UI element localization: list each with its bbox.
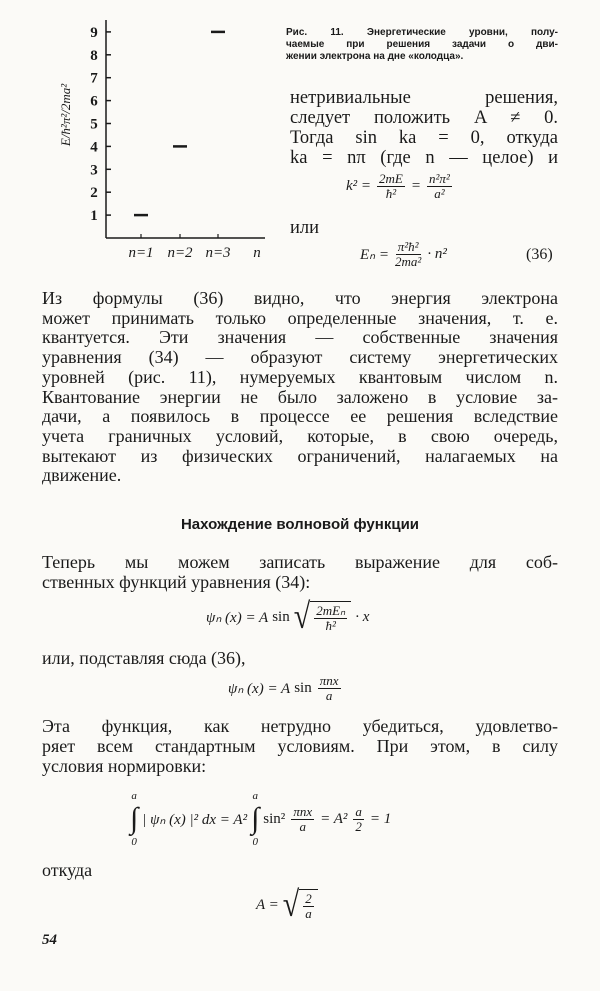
numerator: πnx — [319, 673, 339, 688]
equation-psi-2 — [228, 674, 343, 703]
numerator: π²ħ² — [397, 239, 419, 254]
equation-A: A = √ $\frac{2}{a}$ — [256, 888, 318, 922]
eq-part: | ψₙ (x) |² dx = A² — [142, 811, 248, 828]
eq-part: = A² — [320, 810, 348, 827]
sin: sin² — [263, 810, 286, 827]
denominator: 2ma² — [395, 254, 422, 269]
numerator: 2 — [305, 891, 312, 906]
x-axis-label: n — [253, 245, 261, 261]
text-line: движение. — [42, 465, 122, 486]
equation-number: (36) — [526, 246, 553, 263]
eq-lhs: k² = — [346, 178, 372, 194]
side-text-line: нетривиальные решения, — [290, 88, 558, 108]
or-text: или — [290, 218, 320, 238]
eq-part: = 1 — [369, 810, 392, 827]
eq-lhs: ψₙ (x) = A — [228, 681, 291, 697]
equation-36 — [360, 240, 447, 269]
y-tick-label: 2 — [90, 185, 98, 202]
int-lower: 0 — [131, 836, 137, 848]
side-text-line: следует положить A ≠ 0. — [290, 108, 558, 128]
equation-psi-1: ψₙ (x) = A sin √ $\frac{\text{2mEₙ}}{\text{ħ²}}$ · x — [206, 596, 370, 637]
y-tick-label: 6 — [90, 93, 98, 110]
figure-caption-line: чаемые при решения задачи о дви- — [286, 39, 558, 50]
int-lower: 0 — [252, 836, 258, 848]
denominator: a — [305, 906, 312, 921]
text-line: вытекают из физических ограничений, налагаемых на — [42, 445, 558, 466]
text-line: Эта функция, как нетрудно убедиться, удовлетво- — [42, 716, 558, 736]
text-line: Теперь мы можем записать выражение для соб- — [42, 552, 558, 572]
int-upper: a — [252, 790, 258, 802]
int-upper: a — [131, 790, 137, 802]
denominator: a² — [434, 186, 445, 201]
text-line: дачи, а появилось в процессе ее решения вследствие — [42, 406, 558, 427]
text-line: Квантование энергии не было заложено в условие за- — [42, 386, 558, 407]
y-tick-label: 5 — [90, 116, 98, 133]
y-tick-label: 7 — [90, 70, 98, 87]
text-line: ственных функций уравнения (34): — [42, 572, 311, 592]
text-line: ряет всем стандартным условиям. При этом, в силу — [42, 736, 558, 756]
text-line: или, подставляя сюда (36), — [42, 648, 246, 668]
x-tick-label: n=2 — [167, 245, 193, 261]
text-line: условия нормировки: — [42, 756, 207, 776]
denominator: 2 — [355, 818, 362, 834]
denominator: ħ² — [385, 186, 397, 201]
y-tick-label: 4 — [90, 139, 98, 156]
text-line: учета граничных условий, которые, в свою очередь, — [42, 425, 558, 446]
numerator: πnx — [293, 803, 313, 819]
x-tick-label: n=3 — [205, 245, 231, 261]
eq-tail: · n² — [427, 246, 447, 262]
x-tick-label: n=1 — [128, 245, 154, 261]
y-tick-label: 9 — [90, 24, 98, 41]
text-line: откуда — [42, 860, 93, 880]
text-line: может принимать только определенные значения, т. е. — [42, 307, 558, 328]
text-line: уровней (рис. 11), нумеруемых квантовым числом n. — [42, 366, 558, 387]
page-number: 54 — [42, 932, 57, 948]
equation-k — [346, 172, 454, 201]
sin: sin — [294, 680, 312, 696]
side-text-line: Тогда sin ka = 0, откуда — [290, 128, 558, 148]
denominator: a — [325, 688, 333, 703]
numerator: n²π² — [429, 171, 450, 186]
side-text-line: ka = nπ (где n — целое) и — [290, 148, 558, 168]
figure-caption-line: Рис. 11. Энергетические уровни, полу- — [286, 27, 558, 38]
y-axis-label: E/ħ²π²/2ma² — [58, 83, 73, 147]
y-tick-label: 8 — [90, 47, 98, 64]
section-heading: Нахождение волновой функции — [180, 516, 420, 533]
text-line: уравнения (34) — образуют систему энергетических — [42, 347, 558, 368]
y-tick-label: 3 — [90, 162, 98, 179]
equals: = — [410, 178, 421, 194]
numerator: 2mE — [379, 171, 403, 186]
text-line: квантуется. Эти значения — собственные значения — [42, 327, 558, 348]
y-tick-label: 1 — [90, 208, 98, 225]
normalization-equation: a ∫ 0 | ψₙ (x) |² dx = A² a ∫ 0 sin² $\frac{\text{πnx}}{a}$ = A² $\frac{a}{2}$ = 1 — [130, 790, 392, 848]
text-line: Из формулы (36) видно, что энергия электрона — [42, 288, 558, 308]
numerator: 2mEₙ — [316, 603, 346, 618]
eq-lhs: A = — [256, 896, 279, 913]
sin: sin — [272, 608, 290, 625]
numerator: a — [355, 803, 362, 819]
eq-lhs: ψₙ (x) = A — [206, 609, 269, 626]
eq-tail: · x — [355, 608, 370, 625]
denominator: a — [299, 818, 306, 834]
eq-lhs: Eₙ = — [360, 247, 390, 263]
figure-caption-line: жении электрона на дне «колодца». — [286, 51, 464, 62]
energy-level-figure — [0, 0, 280, 270]
denominator: ħ² — [325, 618, 336, 633]
